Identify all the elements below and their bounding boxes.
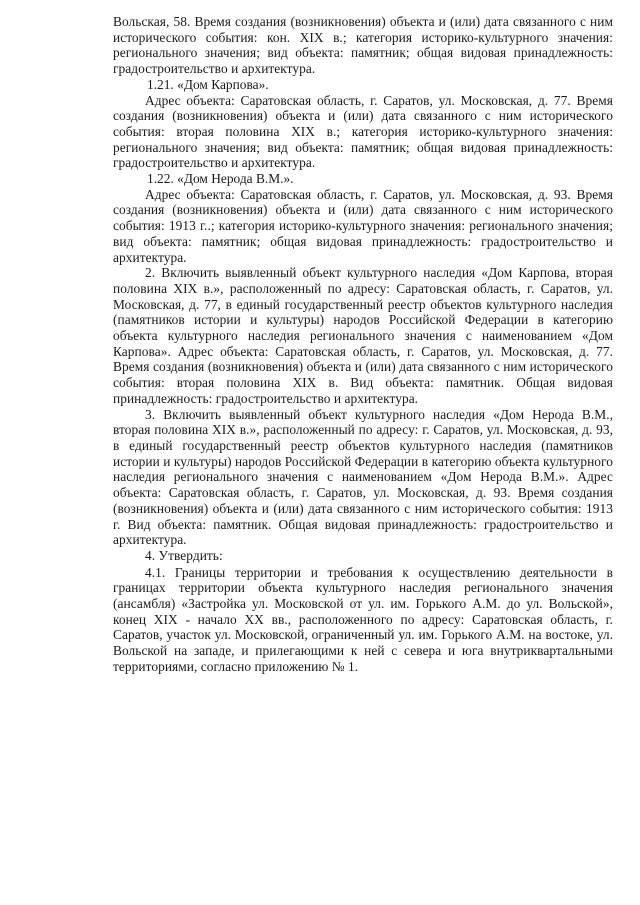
item-1-22-paragraph: Адрес объекта: Саратовская область, г. Саратов, ул. Московская, д. 93. Время создания (возникновения) объекта и (или) дата связанного с ним исторического события: 1913 г..; категория историко-культурного значения: регионального значения; вид объекта: памятник; общая видовая принадлежность: градостроительство и архитектура. — [113, 186, 613, 265]
item-4-heading: 4. Утвердить: — [145, 547, 223, 563]
document-body — [113, 14, 613, 675]
item-3-paragraph: 3. Включить выявленный объект культурного наследия «Дом Нерода В.М., вторая половина XIX в.», расположенный по адресу: г. Саратов, ул. Московская, д. 93, в единый государственный реестр объектов культурного наследия (памятников истории и культуры) народов Российской Федерации в категорию объекта культурного наследия регионального значения с наименованием «Дом Нерода В.М.». Адрес объекта: Саратовская область, г. Саратов, ул. Московская, д. 93. Время создания (возникновения) объекта и (или) дата связанного с ним исторического события: 1913 г. Вид объекта: памятник. Общая видовая принадлежность: градостроительство и архитектура. — [113, 406, 613, 548]
item-1-21-heading: 1.21. «Дом Карпова». — [147, 76, 269, 92]
item-4-1-paragraph: 4.1. Границы территории и требования к осуществлению деятельности в границах территории объекта культурного наследия регионального значения (ансамбля) «Застройка ул. Московской от ул. им. Горького А.М. до ул. Вольской», конец XIX - начало XX вв., расположенного по адресу: Саратовская область, г. Саратов, участок ул. Московской, ограниченный ул. им. Горького А.М. на востоке, ул. Вольской на западе, и прилегающими к ней с севера и юга внутриквартальными территориями, согласно приложению № 1. — [113, 564, 613, 674]
intro-paragraph: Вольская, 58. Время создания (возникновения) объекта и (или) дата связанного с ним исторического события: кон. XIX в.; категория историко-культурного значения: регионального значения; вид объекта: памятник; общая видовая принадлежность: градостроительство и архитектура. — [113, 14, 613, 77]
item-1-21-paragraph: Адрес объекта: Саратовская область, г. Саратов, ул. Московская, д. 77. Время создания (возникновения) объекта и (или) дата связанного с ним исторического события: вторая половина XIX в.; категория историко-культурного значения: регионального значения; вид объекта: памятник; общая видовая принадлежность: градостроительство и архитектура. — [113, 92, 613, 171]
item-2-paragraph: 2. Включить выявленный объект культурного наследия «Дом Карпова, вторая половина XIX в.», расположенный по адресу: Саратовская область, г. Саратов, ул. Московская, д. 77, в единый государственный реестр объектов культурного наследия (памятников истории и культуры) народов Российской Федерации в категорию объекта культурного наследия регионального значения с наименованием «Дом Карпова». Адрес объекта: Саратовская область, г. Саратов, ул. Московская, д. 77. Время создания (возникновения) объекта и (или) дата связанного с ним исторического события: вторая половина XIX в. Вид объекта: памятник. Общая видовая принадлежность: градостроительство и архитектура. — [113, 265, 613, 406]
item-1-22-heading: 1.22. «Дом Нерода В.М.». — [147, 171, 294, 187]
